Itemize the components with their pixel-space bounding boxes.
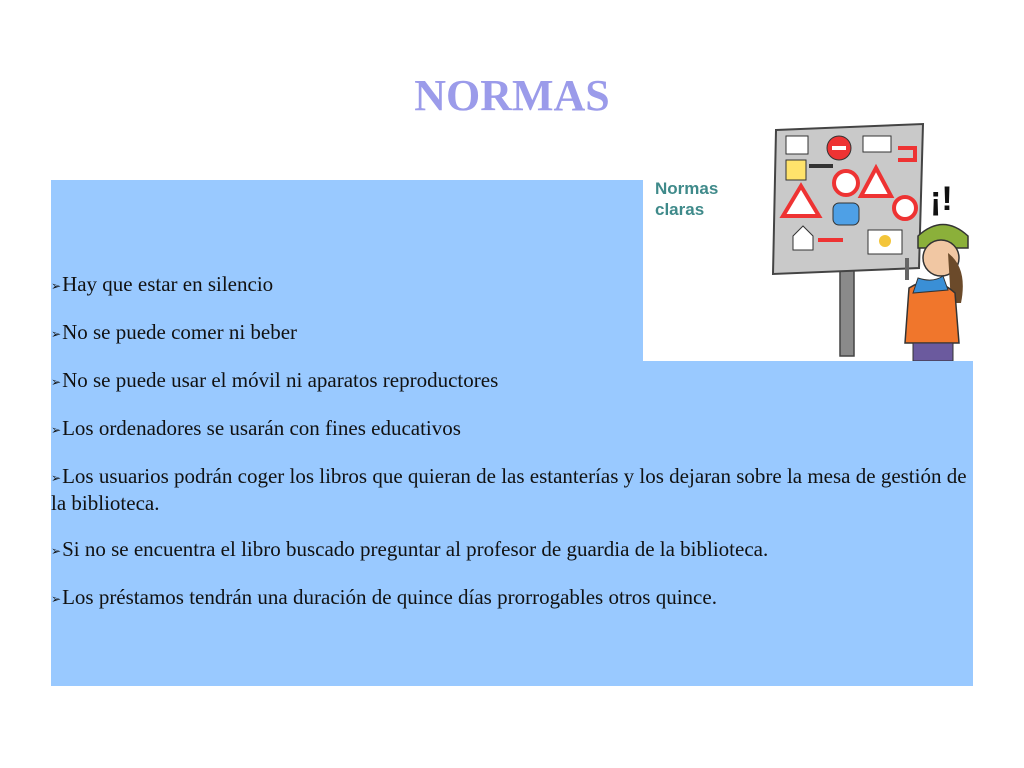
arrow-bullet-icon: ➢: [51, 471, 62, 485]
exclamation-label: ¡!: [930, 180, 953, 218]
rule-item: ➢No se puede comer ni beber: [51, 320, 298, 344]
cartoon-sign-board-icon: [643, 118, 978, 361]
arrow-bullet-icon: ➢: [51, 423, 62, 437]
illustration-caption: Normas claras: [655, 179, 719, 219]
rule-item: ➢No se puede usar el móvil ni aparatos reproductores: [51, 368, 499, 392]
rule-item: ➢Si no se encuentra el libro buscado preguntar al profesor de guardia de la biblioteca.: [51, 537, 769, 561]
arrow-bullet-icon: ➢: [51, 279, 62, 293]
arrow-bullet-icon: ➢: [51, 327, 62, 341]
rule-item: ➢Los préstamos tendrán una duración de quince días prorrogables otros quince.: [51, 585, 717, 609]
arrow-bullet-icon: ➢: [51, 544, 62, 558]
illustration: [643, 118, 978, 361]
rule-item: ➢Los usuarios podrán coger los libros que quieran de las estanterías y los dejaran sobre la mesa de gestión de la biblioteca.: [51, 464, 967, 515]
arrow-bullet-icon: ➢: [51, 375, 62, 389]
rule-item: ➢Los ordenadores se usarán con fines educativos: [51, 416, 461, 440]
arrow-bullet-icon: ➢: [51, 592, 62, 606]
rule-item: ➢Hay que estar en silencio: [51, 272, 274, 296]
slide-title: NORMAS: [414, 71, 610, 120]
